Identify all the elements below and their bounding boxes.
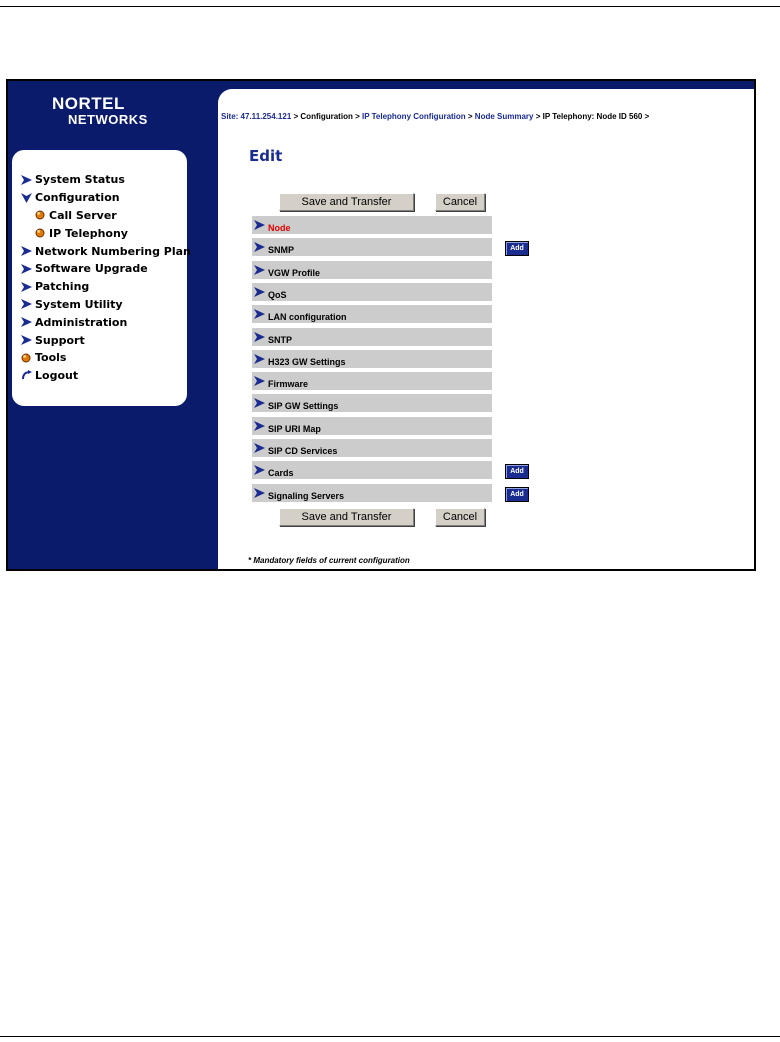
- sidebar-item-ip-telephony[interactable]: [20, 224, 191, 242]
- bullet-icon: [34, 209, 46, 221]
- section-firmware[interactable]: [252, 372, 492, 390]
- breadcrumb-sep: >: [291, 112, 301, 121]
- section-node[interactable]: [252, 216, 492, 234]
- page-title: Edit: [249, 147, 283, 165]
- section-qos[interactable]: [252, 283, 492, 301]
- arrow-icon: [254, 440, 266, 450]
- section-label: H323 GW Settings: [268, 356, 346, 367]
- section-sntp[interactable]: [252, 328, 492, 346]
- save-and-transfer-button-bottom[interactable]: Save and Transfer: [279, 508, 414, 526]
- arrow-icon: [254, 284, 266, 294]
- arrow-icon: [254, 351, 266, 361]
- sidebar-item-label: Network Numbering Plan: [35, 244, 191, 258]
- nav-list: [20, 171, 191, 385]
- arrow-icon: [254, 373, 266, 383]
- section-label: Node: [268, 223, 291, 233]
- arrow-icon: [20, 281, 32, 293]
- arrow-icon: [254, 306, 266, 316]
- sidebar-item-label: Support: [35, 333, 85, 347]
- mandatory-footnote: * Mandatory fields of current configuration: [248, 556, 410, 565]
- logout-icon: [20, 370, 32, 382]
- arrow-icon: [254, 217, 266, 227]
- breadcrumb-sep: >: [533, 112, 543, 121]
- arrow-icon: [254, 262, 266, 272]
- section-lan-configuration[interactable]: [252, 305, 492, 323]
- sidebar-item-support[interactable]: [20, 331, 191, 349]
- section-label: Firmware: [268, 379, 309, 390]
- sidebar-item-software-upgrade[interactable]: [20, 260, 191, 278]
- section-label: SNMP: [268, 245, 295, 256]
- arrow-icon: [254, 239, 266, 249]
- breadcrumb-site[interactable]: Site: 47.11.254.121: [221, 112, 292, 121]
- arrow-icon: [20, 263, 32, 275]
- breadcrumb: [221, 112, 649, 121]
- arrow-icon: [254, 418, 266, 428]
- sidebar-item-label: Logout: [35, 369, 79, 383]
- sidebar-nav: [12, 150, 191, 406]
- sidebar-item-administration[interactable]: [20, 313, 191, 331]
- arrow-icon: [254, 395, 266, 405]
- section-vgw-profile[interactable]: [252, 261, 492, 279]
- arrow-icon: [20, 316, 32, 328]
- sidebar-item-label: Administration: [35, 315, 128, 329]
- section-cards[interactable]: [252, 461, 492, 479]
- add-snmp-button[interactable]: Add: [505, 241, 529, 256]
- section-label: VGW Profile: [268, 267, 321, 278]
- arrow-icon: [254, 462, 266, 472]
- arrow-icon: [20, 334, 32, 346]
- nortel-logo: [52, 95, 148, 126]
- breadcrumb-node-summary[interactable]: Node Summary: [474, 112, 534, 121]
- sidebar-item-label: Software Upgrade: [35, 262, 148, 276]
- section-label: SNTP: [268, 334, 293, 345]
- chevron-down-icon: [20, 192, 32, 204]
- arrow-icon: [20, 245, 32, 257]
- section-label: SIP GW Settings: [268, 401, 339, 412]
- arrow-icon: [254, 485, 266, 495]
- sidebar-item-patching[interactable]: [20, 278, 191, 296]
- section-signaling-servers[interactable]: [252, 484, 492, 502]
- sidebar-item-tools[interactable]: [20, 349, 191, 367]
- sidebar-item-system-utility[interactable]: [20, 296, 191, 314]
- sidebar-item-label: Patching: [35, 280, 90, 294]
- add-signaling-servers-button[interactable]: Add: [505, 487, 529, 502]
- breadcrumb-ip-telephony[interactable]: IP Telephony Configuration: [361, 112, 466, 121]
- sidebar-item-network-numbering-plan[interactable]: [20, 242, 191, 260]
- section-snmp[interactable]: [252, 238, 492, 256]
- arrow-icon: [254, 329, 266, 339]
- section-label: Cards: [268, 468, 294, 479]
- sidebar-item-label: System Utility: [35, 297, 123, 311]
- breadcrumb-sep: >: [352, 112, 362, 121]
- breadcrumb-sep: >: [465, 112, 475, 121]
- section-sip-uri-map[interactable]: [252, 417, 492, 435]
- bullet-icon: [34, 227, 46, 239]
- section-label: QoS: [268, 289, 287, 300]
- sidebar-item-label: Configuration: [35, 191, 120, 205]
- section-h323-gw-settings[interactable]: [252, 350, 492, 368]
- sidebar-item-label: System Status: [35, 173, 125, 187]
- arrow-icon: [20, 298, 32, 310]
- arrow-icon: [20, 174, 32, 186]
- logo-line1: NORTEL: [52, 94, 125, 113]
- sidebar-item-system-status[interactable]: [20, 171, 191, 189]
- browser-frame: [6, 79, 756, 571]
- bullet-icon: [20, 352, 32, 364]
- section-label: SIP CD Services: [268, 446, 338, 456]
- page-top-rule: [0, 6, 780, 7]
- breadcrumb-configuration: Configuration: [300, 112, 353, 121]
- sidebar-item-call-server[interactable]: [20, 207, 191, 225]
- sidebar-item-label: IP Telephony: [49, 226, 128, 240]
- logo-line2: NETWORKS: [68, 112, 148, 127]
- main-content: [218, 89, 754, 569]
- add-cards-button[interactable]: Add: [505, 464, 529, 479]
- section-sip-cd-services[interactable]: [252, 439, 492, 457]
- sidebar-item-label: Call Server: [49, 208, 117, 222]
- cancel-button-bottom[interactable]: Cancel: [435, 508, 485, 526]
- sidebar-item-configuration[interactable]: [20, 189, 191, 207]
- section-label: SIP URI Map: [268, 423, 321, 434]
- sidebar-item-label: Tools: [35, 351, 67, 365]
- sidebar-item-logout[interactable]: [20, 367, 191, 385]
- breadcrumb-current: IP Telephony: Node ID 560 >: [542, 112, 650, 121]
- cancel-button-top[interactable]: Cancel: [435, 193, 485, 211]
- section-label: Signaling Servers: [268, 490, 345, 501]
- section-sip-gw-settings[interactable]: [252, 394, 492, 412]
- page-bottom-rule: [0, 1036, 780, 1037]
- section-label: LAN configuration: [268, 312, 347, 323]
- save-and-transfer-button-top[interactable]: Save and Transfer: [279, 193, 414, 211]
